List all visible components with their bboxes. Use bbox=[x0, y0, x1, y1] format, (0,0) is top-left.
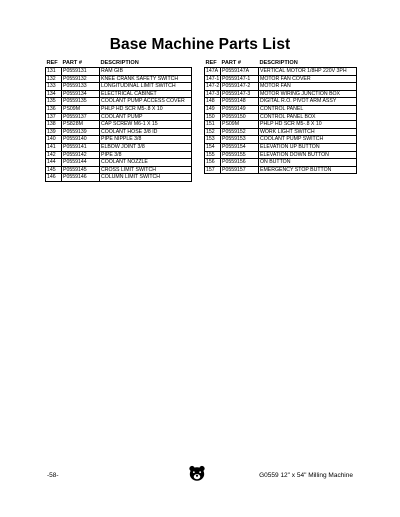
ref-cell: 147A bbox=[205, 68, 221, 76]
description-cell: PIPE NIPPLE 3/8 bbox=[100, 136, 192, 144]
table-row bbox=[46, 83, 192, 91]
part-number-cell: P0559146 bbox=[62, 174, 100, 182]
part-number-cell: P0559139 bbox=[62, 128, 100, 136]
description-cell: RAM GIB bbox=[100, 68, 192, 76]
part-number-cell: P0559147-3 bbox=[221, 90, 259, 98]
part-number-cell: P0559141 bbox=[62, 143, 100, 151]
table-row bbox=[205, 136, 357, 144]
parts-table-left-body bbox=[46, 68, 192, 182]
ref-cell: 134 bbox=[46, 90, 62, 98]
ref-cell: 136 bbox=[46, 105, 62, 113]
part-number-cell: P0559147-2 bbox=[221, 83, 259, 91]
table-row bbox=[205, 113, 357, 121]
part-number-cell: P0559149 bbox=[221, 105, 259, 113]
table-row bbox=[205, 128, 357, 136]
description-cell: COOLANT PUMP bbox=[100, 113, 192, 121]
description-cell: CONTROL PANEL BOX bbox=[259, 113, 357, 121]
ref-cell: 138 bbox=[46, 121, 62, 129]
ref-cell: 154 bbox=[205, 143, 221, 151]
description-cell: ELEVATION DOWN BUTTON bbox=[259, 151, 357, 159]
ref-cell: 144 bbox=[46, 159, 62, 167]
ref-cell: 156 bbox=[205, 159, 221, 167]
part-number-cell: P0559155 bbox=[221, 151, 259, 159]
parts-table-right bbox=[204, 58, 357, 174]
table-row bbox=[46, 105, 192, 113]
description-cell: COOLANT PUMP ACCESS COVER bbox=[100, 98, 192, 106]
part-number-cell: P0559154 bbox=[221, 143, 259, 151]
ref-cell: 147-1 bbox=[206, 75, 220, 82]
table-header-row bbox=[46, 58, 192, 68]
ref-cell: 132 bbox=[46, 75, 62, 83]
table-row bbox=[46, 75, 192, 83]
description-cell: WORK LIGHT SWITCH bbox=[259, 128, 357, 136]
table-row bbox=[46, 90, 192, 98]
ref-cell: 133 bbox=[46, 83, 62, 91]
description-cell: ELBOW JOINT 3/8 bbox=[100, 143, 192, 151]
part-number-cell: P0559142 bbox=[62, 151, 100, 159]
description-cell: CROSS LIMIT SWITCH bbox=[100, 166, 192, 174]
part-number-cell: P0559137 bbox=[62, 113, 100, 121]
ref-cell: 155 bbox=[205, 151, 221, 159]
ref-cell: 131 bbox=[46, 68, 62, 76]
table-row bbox=[205, 75, 357, 83]
header-part: PART # bbox=[62, 59, 82, 66]
part-number-cell: P0559148 bbox=[221, 98, 259, 106]
description-cell: KNEE CRANK SAFETY SWITCH bbox=[100, 75, 192, 83]
table-row bbox=[46, 128, 192, 136]
description-cell: COOLANT HOSE 3/8 ID bbox=[100, 128, 192, 136]
part-number-cell: P0559133 bbox=[62, 83, 100, 91]
table-row bbox=[205, 98, 357, 106]
header-part: PART # bbox=[221, 59, 241, 66]
description-cell: DIGITAL R.O. PIVOT ARM ASSY bbox=[259, 98, 357, 106]
description-cell: CONTROL PANEL bbox=[259, 105, 357, 113]
description-cell: EMERGENCY STOP BUTTON bbox=[259, 166, 357, 174]
table-row bbox=[205, 83, 357, 91]
part-number-cell: P0559135 bbox=[62, 98, 100, 106]
ref-cell: 140 bbox=[46, 136, 62, 144]
description-cell: COLUMN LIMIT SWITCH bbox=[100, 174, 192, 182]
part-number-cell: PS09M bbox=[62, 105, 100, 113]
ref-cell: 153 bbox=[205, 136, 221, 144]
ref-cell: 157 bbox=[205, 166, 221, 174]
table-row bbox=[205, 151, 357, 159]
part-number-cell: PS09M bbox=[221, 121, 259, 129]
part-number-cell: P0559147A bbox=[221, 68, 259, 76]
ref-cell: 149 bbox=[205, 105, 221, 113]
part-number-cell: P0559140 bbox=[62, 136, 100, 144]
ref-cell: 146 bbox=[46, 174, 62, 182]
page-number: -58- bbox=[47, 472, 59, 479]
table-row bbox=[46, 174, 192, 182]
table-row bbox=[46, 151, 192, 159]
parts-table-left bbox=[45, 58, 192, 182]
table-row bbox=[205, 159, 357, 167]
description-cell: LONGITUDINAL LIMIT SWITCH bbox=[100, 83, 192, 91]
part-number-cell: P0559132 bbox=[62, 75, 100, 83]
description-cell: MOTOR WIRING JUNCTION BOX bbox=[259, 90, 357, 98]
ref-cell: 150 bbox=[205, 113, 221, 121]
part-number-cell: P0559134 bbox=[62, 90, 100, 98]
table-header-row bbox=[205, 58, 357, 68]
description-cell: PHLP HD SCR M5-.8 X 10 bbox=[259, 121, 357, 129]
table-row bbox=[205, 68, 357, 76]
description-cell: CAP SCREW M6-1 X 15 bbox=[100, 121, 192, 129]
part-number-cell: P0559147-1 bbox=[221, 75, 259, 83]
description-cell: ELEVATION UP BUTTON bbox=[259, 143, 357, 151]
table-row bbox=[205, 166, 357, 174]
description-cell: PIPE 3/8 bbox=[100, 151, 192, 159]
description-cell: ON BUTTON bbox=[259, 159, 357, 167]
ref-cell: 135 bbox=[46, 98, 62, 106]
ref-cell: 141 bbox=[46, 143, 62, 151]
table-row bbox=[205, 105, 357, 113]
ref-cell: 137 bbox=[46, 113, 62, 121]
ref-cell: 139 bbox=[46, 128, 62, 136]
table-row bbox=[205, 121, 357, 129]
table-row bbox=[46, 136, 192, 144]
ref-cell: 145 bbox=[46, 166, 62, 174]
table-row bbox=[205, 90, 357, 98]
ref-cell: 148 bbox=[205, 98, 221, 106]
description-cell: VERTICAL MOTOR 1/8HP 220V 3PH bbox=[259, 68, 357, 76]
grizzly-bear-icon bbox=[188, 465, 206, 483]
table-row bbox=[46, 68, 192, 76]
table-row bbox=[46, 113, 192, 121]
part-number-cell: P0559152 bbox=[221, 128, 259, 136]
footer-model-title: G0559 12" x 54" Milling Machine bbox=[259, 472, 353, 479]
ref-cell: 147-3 bbox=[206, 90, 220, 97]
description-cell: ELECTRICAL CABINET bbox=[100, 90, 192, 98]
description-cell: MOTOR FAN bbox=[259, 83, 357, 91]
table-row bbox=[46, 159, 192, 167]
page-title: Base Machine Parts List bbox=[109, 36, 291, 53]
part-number-cell: P0559131 bbox=[62, 68, 100, 76]
ref-cell: 147-2 bbox=[206, 83, 220, 90]
ref-cell: 151 bbox=[205, 121, 221, 129]
table-row bbox=[46, 166, 192, 174]
header-ref: REF bbox=[46, 59, 58, 66]
header-description: DESCRIPTION bbox=[259, 59, 298, 66]
part-number-cell: P0559156 bbox=[221, 159, 259, 167]
header-description: DESCRIPTION bbox=[100, 59, 139, 66]
table-row bbox=[46, 121, 192, 129]
description-cell: COOLANT NOZZLE bbox=[100, 159, 192, 167]
part-number-cell: P0559153 bbox=[221, 136, 259, 144]
ref-cell: 142 bbox=[46, 151, 62, 159]
part-number-cell: PS828M bbox=[62, 121, 100, 129]
part-number-cell: P0559157 bbox=[221, 166, 259, 174]
part-number-cell: P0559150 bbox=[221, 113, 259, 121]
description-cell: MOTOR FAN COVER bbox=[259, 75, 357, 83]
part-number-cell: P0559144 bbox=[62, 159, 100, 167]
description-cell: PHLP HD SCR M5-.8 X 10 bbox=[100, 105, 192, 113]
header-ref: REF bbox=[205, 59, 217, 66]
part-number-cell: P0559145 bbox=[62, 166, 100, 174]
table-row bbox=[46, 143, 192, 151]
ref-cell: 152 bbox=[205, 128, 221, 136]
description-cell: COOLANT PUMP SWITCH bbox=[259, 136, 357, 144]
table-row bbox=[46, 98, 192, 106]
table-row bbox=[205, 143, 357, 151]
parts-table-right-body bbox=[205, 68, 357, 174]
